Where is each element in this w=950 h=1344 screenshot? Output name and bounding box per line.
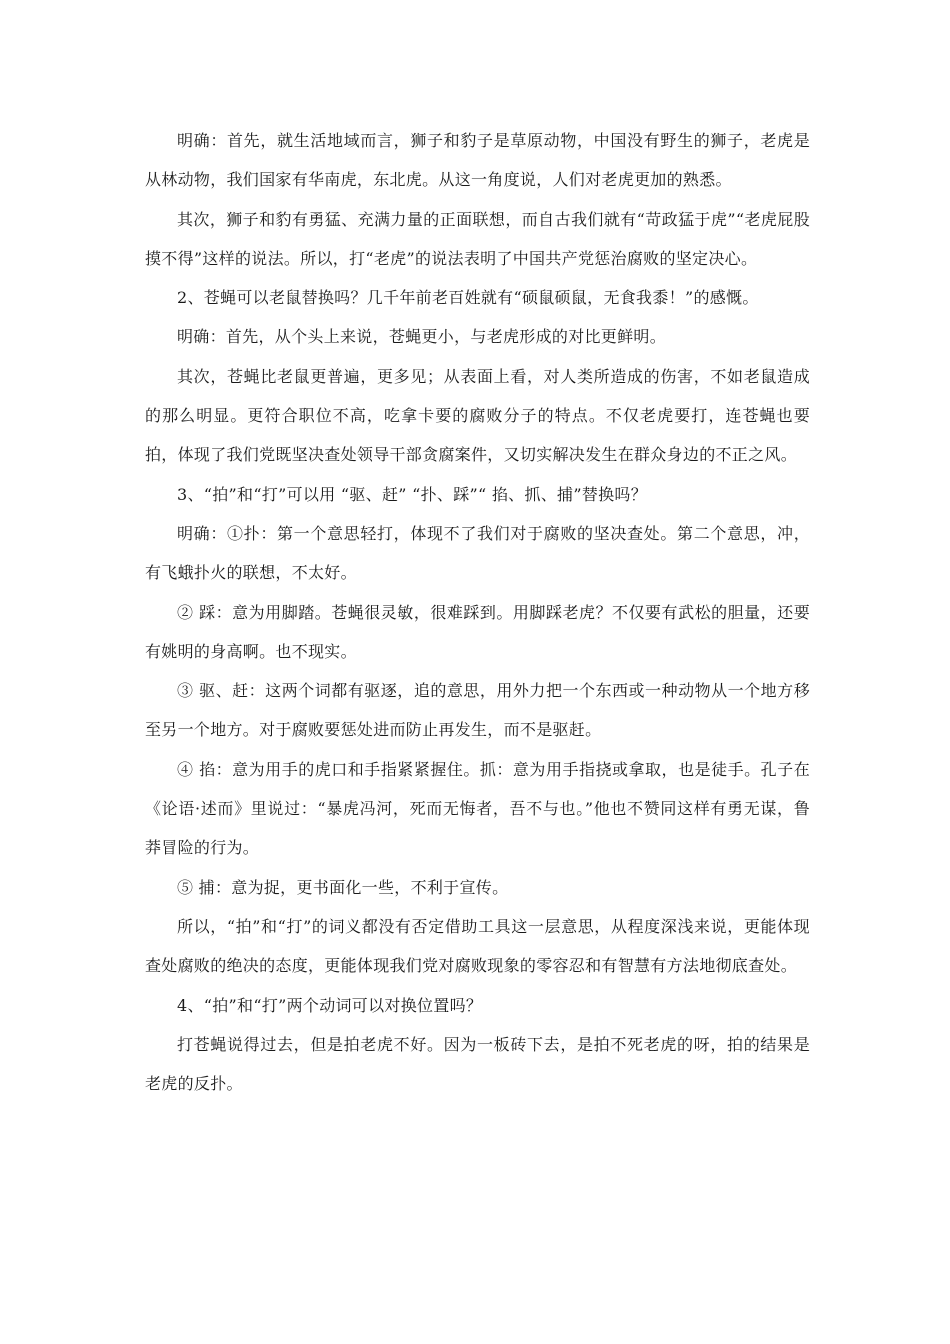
- paragraph: 明确：首先，从个头上来说，苍蝇更小，与老虎形成的对比更鲜明。: [177, 327, 667, 347]
- paragraph: ⑤ 捕：意为捉，更书面化一些，不利于宣传。: [177, 877, 509, 897]
- paragraph: 所以，“拍”和“打”的词义都没有否定借助工具这一层意思，从程度深浅来说，更能体现查处腐败的绝决的态度，更能体现我们党对腐败现象的零容忍和有智慧有方法地彻底查处。: [145, 916, 810, 976]
- question-heading: 4、“拍”和“打”两个动词可以对换位置吗？: [177, 995, 483, 1015]
- paragraph: 明确：①扑：第一个意思轻打，体现不了我们对于腐败的坚决查处。第二个意思，冲，有飞蛾扑火的联想，不太好。: [145, 523, 810, 583]
- question-heading: 3、“拍”和“打”可以用 “驱、赶” “扑、踩”“ 掐、抓、捕”替换吗？: [177, 484, 648, 504]
- paragraph: 打苍蝇说得过去，但是拍老虎不好。因为一板砖下去，是拍不死老虎的呀，拍的结果是老虎的反扑。: [145, 1034, 810, 1094]
- document-body: [145, 121, 810, 1103]
- paragraph: ③ 驱、赶：这两个词都有驱逐，追的意思，用外力把一个东西或一种动物从一个地方移至另一个地方。对于腐败要惩处进而防止再发生，而不是驱赶。: [145, 681, 810, 740]
- paragraph: 明确：首先，就生活地域而言，狮子和豹子是草原动物，中国没有野生的狮子，老虎是从林动物，我们国家有华南虎，东北虎。从这一角度说，人们对老虎更加的熟悉。: [145, 131, 810, 190]
- question-heading: 2、苍蝇可以老鼠替换吗？几千年前老百姓就有“硕鼠硕鼠，无食我黍！”的感慨。: [177, 288, 759, 308]
- paragraph: ④ 掐：意为用手的虎口和手指紧紧握住。抓：意为用手指挠或拿取，也是徒手。孔子在《论语·述而》里说过：“暴虎冯河，死而无悔者，吾不与也。”他也不赞同这样有勇无谋，鲁莽冒险的行为。: [145, 759, 810, 858]
- paragraph: 其次，狮子和豹有勇猛、充满力量的正面联想，而自古我们就有“苛政猛于虎”“老虎屁股摸不得”这样的说法。所以，打“老虎”的说法表明了中国共产党惩治腐败的坚定决心。: [145, 209, 810, 268]
- paragraph: 其次，苍蝇比老鼠更普遍，更多见；从表面上看，对人类所造成的伤害，不如老鼠造成的那么明显。更符合职位不高，吃拿卡要的腐败分子的特点。不仅老虎要打，连苍蝇也要拍，体现了我们党既坚决查处领导干部贪腐案件，又切实解决发生在群众身边的不正之风。: [145, 366, 810, 465]
- paragraph: ② 踩：意为用脚踏。苍蝇很灵敏，很难踩到。用脚踩老虎？不仅要有武松的胆量，还要有姚明的身高啊。也不现实。: [145, 602, 810, 661]
